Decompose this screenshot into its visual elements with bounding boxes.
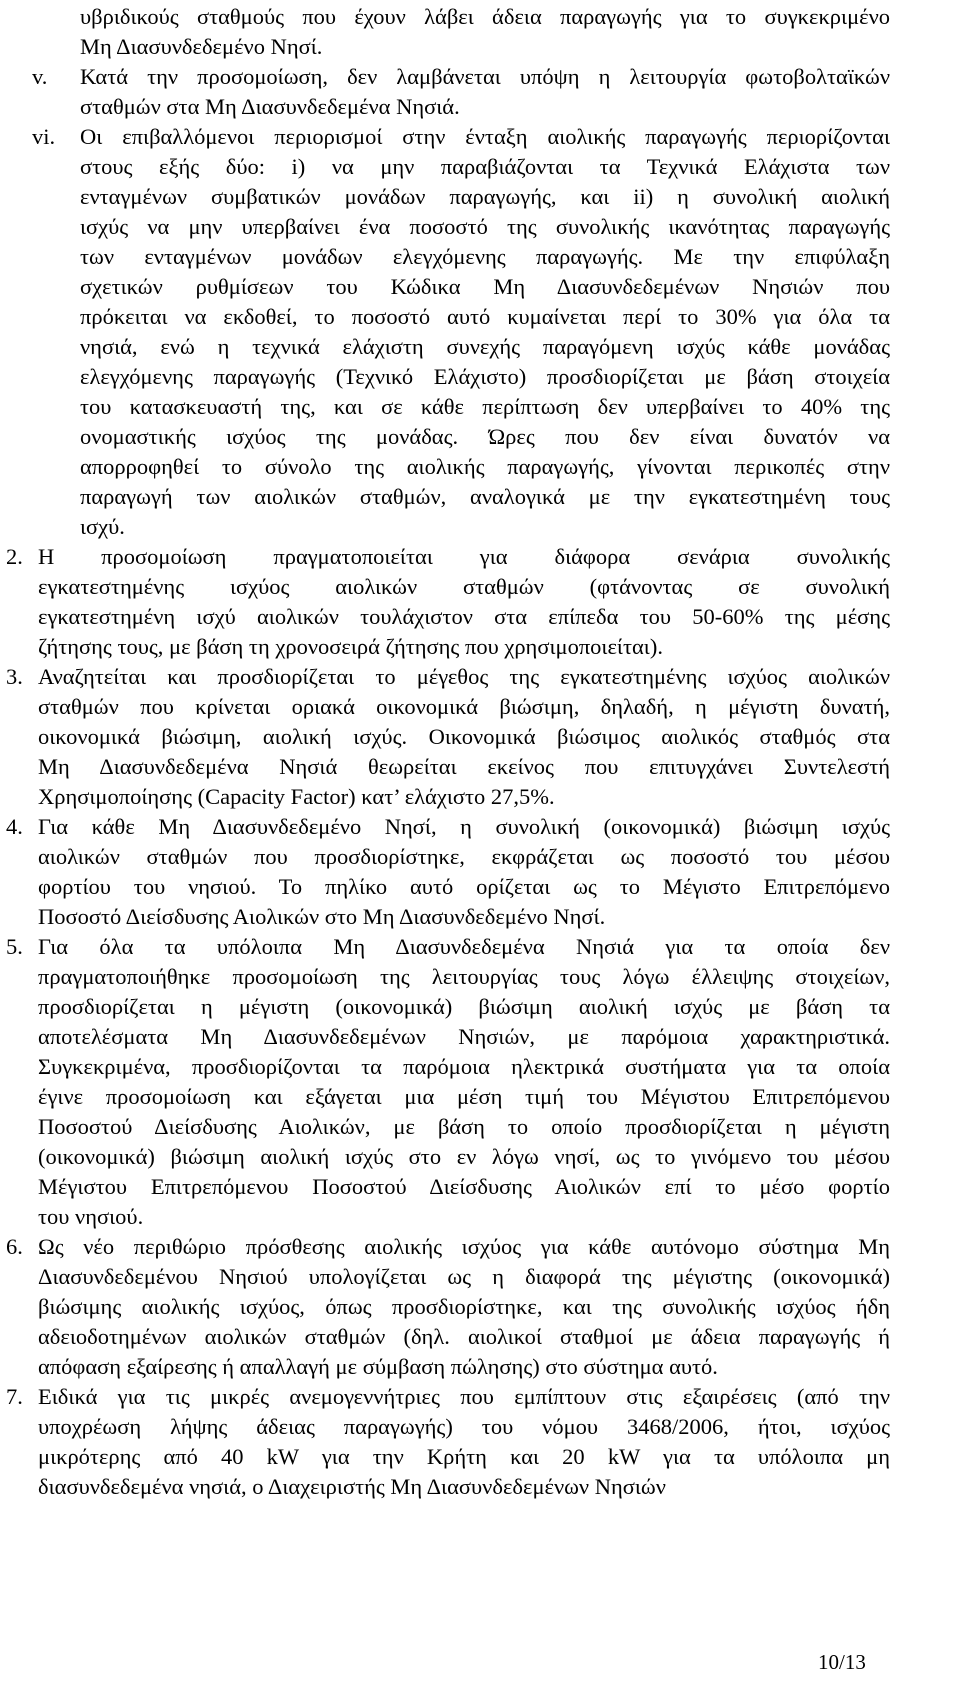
text-line: Διασυνδεδεμένου Νησιού υπολογίζεται ως η διαφορά της μέγιστης (οικονομικά) xyxy=(38,1264,890,1289)
text-line: διασυνδεδεμένα νησιά, ο Διαχειριστής Μη Διασυνδεδεμένων Νησιών xyxy=(38,1474,666,1499)
text-line: Μέγιστου Επιτρεπόμενου Ποσοστού Διείσδυσης Αιολικών επί το μέσο φορτίο xyxy=(38,1174,890,1199)
text-line: των ενταγμένων μονάδων ελεγχόμενης παραγωγής. Με την επιφύλαξη xyxy=(80,244,890,269)
text-line: παραγωγή των αιολικών σταθμών, αναλογικά με την εγκατεστημένη τους xyxy=(80,484,890,509)
text-line: ζήτησης τους, με βάση τη χρονοσειρά ζήτησης που χρησιμοποιείται). xyxy=(38,634,663,659)
text-line: έγινε προσομοίωση και εξάγεται μια μέση τιμή του Μέγιστου Επιτρεπόμενου xyxy=(38,1084,890,1109)
text-line: υποχρέωση λήψης άδειας παραγωγής) του νόμου 3468/2006, ήτοι, ισχύος xyxy=(38,1414,890,1439)
text-line: εγκατεστημένης ισχύος αιολικών σταθμών (φτάνοντας σε συνολική xyxy=(38,574,890,599)
text-line: σταθμών που κρίνεται οριακά οικονομικά βιώσιμη, δηλαδή, η μέγιστη δυνατή, xyxy=(38,694,890,719)
text-line: του κατασκευαστή της, και σε κάθε περίπτωση δεν υπερβαίνει το 40% της xyxy=(80,394,890,419)
text-line: μικρότερης από 40 kW για την Κρήτη και 20 kW για τα υπόλοιπα μη xyxy=(38,1444,890,1469)
text-line: σταθμών στα Μη Διασυνδεδεμένα Νησιά. xyxy=(80,94,460,119)
text-line: ενταγμένων συμβατικών μονάδων παραγωγής, και ii) η συνολική αιολική xyxy=(80,184,890,209)
text-line: πραγματοποιήθηκε προσομοίωση της λειτουργίας τους λόγω έλλειψης στοιχείων, xyxy=(38,964,890,989)
list-marker: vi. xyxy=(32,124,56,149)
text-line: οικονομικά βιώσιμη, αιολική ισχύς. Οικονομικά βιώσιμος αιολικός σταθμός στα xyxy=(38,724,890,749)
text-line: Κατά την προσομοίωση, δεν λαμβάνεται υπόψη η λειτουργία φωτοβολταϊκών xyxy=(80,64,890,89)
text-line: εγκατεστημένη ισχύ αιολικών τουλάχιστον στα επίπεδα του 50-60% της μέσης xyxy=(38,604,890,629)
text-line: υβριδικούς σταθμούς που έχουν λάβει άδεια παραγωγής για το συγκεκριμένο xyxy=(80,4,890,29)
text-line: Για όλα τα υπόλοιπα Μη Διασυνδεδεμένα Νησιά για τα οποία δεν xyxy=(38,934,890,959)
text-line: νησιά, ενώ η τεχνικά ελάχιστη συνεχής παραγόμενη ισχύς κάθε μονάδας xyxy=(80,334,890,359)
text-line: του νησιού. xyxy=(38,1204,144,1229)
list-marker: 5. xyxy=(6,934,23,959)
text-line: στους εξής δύο: i) να μην παραβιάζονται τα Τεχνικά Ελάχιστα των xyxy=(80,154,890,179)
text-line: αδειοδοτημένων αιολικών σταθμών (δηλ. αιολικοί σταθμοί με άδεια παραγωγής ή xyxy=(38,1324,890,1349)
list-marker: 7. xyxy=(6,1384,23,1409)
text-line: Οι επιβαλλόμενοι περιορισμοί στην ένταξη αιολικής παραγωγής περιορίζονται xyxy=(80,124,890,149)
text-line: απόφαση εξαίρεσης ή απαλλαγή με σύμβαση πώλησης) στο σύστημα αυτό. xyxy=(38,1354,718,1379)
list-marker: v. xyxy=(32,64,48,89)
list-marker: 2. xyxy=(6,544,23,569)
text-line: πρόκειται να εκδοθεί, το ποσοστό αυτό κυμαίνεται περί το 30% για όλα τα xyxy=(80,304,890,329)
text-line: Η προσομοίωση πραγματοποιείται για διάφορα σενάρια συνολικής xyxy=(38,544,890,569)
text-line: Ποσοστό Διείσδυσης Αιολικών στο Μη Διασυνδεδεμένο Νησί. xyxy=(38,904,606,929)
text-line: Χρησιμοποίησης (Capacity Factor) κατ’ ελάχιστο 27,5%. xyxy=(38,784,555,809)
list-marker: 6. xyxy=(6,1234,23,1259)
text-line: ονομαστικής ισχύος της μονάδας. Ώρες που δεν είναι δυνατόν να xyxy=(80,424,890,449)
text-line: βιώσιμης αιολικής ισχύος, όπως προσδιορίστηκε, και της συνολικής ισχύος ήδη xyxy=(38,1294,890,1319)
text-line: φορτίου του νησιού. Το πηλίκο αυτό ορίζεται ως το Μέγιστο Επιτρεπόμενο xyxy=(38,874,890,899)
text-line: Ποσοστού Διείσδυσης Αιολικών, με βάση το οποίο προσδιορίζεται η μέγιστη xyxy=(38,1114,890,1139)
list-marker: 3. xyxy=(6,664,23,689)
text-line: Για κάθε Μη Διασυνδεδεμένο Νησί, η συνολική (οικονομικά) βιώσιμη ισχύς xyxy=(38,814,890,839)
text-line: Ειδικά για τις μικρές ανεμογεννήτριες που εμπίπτουν στις εξαιρέσεις (από την xyxy=(38,1384,890,1409)
list-marker: 4. xyxy=(6,814,23,839)
text-line: προσδιορίζεται η μέγιστη (οικονομικά) βιώσιμη αιολική ισχύς με βάση τα xyxy=(38,994,890,1019)
text-line: Ως νέο περιθώριο πρόσθεσης αιολικής ισχύος για κάθε αυτόνομο σύστημα Μη xyxy=(38,1234,890,1259)
text-line: απορροφηθεί το σύνολο της αιολικής παραγωγής, γίνονται περικοπές στην xyxy=(80,454,890,479)
text-line: Συγκεκριμένα, προσδιορίζονται τα παρόμοια ηλεκτρικά συστήματα για τα οποία xyxy=(38,1054,890,1079)
text-line: αιολικών σταθμών που προσδιορίστηκε, εκφράζεται ως ποσοστό του μέσου xyxy=(38,844,890,869)
text-line: σχετικών ρυθμίσεων του Κώδικα Μη Διασυνδεδεμένων Νησιών που xyxy=(80,274,890,299)
text-line: (οικονομικά) βιώσιμη αιολική ισχύς στο εν λόγω νησί, ως το γινόμενο του μέσου xyxy=(38,1144,890,1169)
text-line: ισχύ. xyxy=(80,514,125,539)
text-line: Μη Διασυνδεδεμένο Νησί. xyxy=(80,34,323,59)
text-line: ισχύς να μην υπερβαίνει ένα ποσοστό της συνολικής ικανότητας παραγωγής xyxy=(80,214,890,239)
text-line: Μη Διασυνδεδεμένα Νησιά θεωρείται εκείνος που επιτυγχάνει Συντελεστή xyxy=(38,754,890,779)
page-number: 10/13 xyxy=(818,1650,866,1674)
text-line: Αναζητείται και προσδιορίζεται το μέγεθος της εγκατεστημένης ισχύος αιολικών xyxy=(38,664,890,689)
text-line: ελεγχόμενης παραγωγής (Τεχνικό Ελάχιστο) προσδιορίζεται με βάση στοιχεία xyxy=(80,364,890,389)
text-line: αποτελέσματα Μη Διασυνδεδεμένων Νησιών, με παρόμοια χαρακτηριστικά. xyxy=(38,1024,890,1049)
